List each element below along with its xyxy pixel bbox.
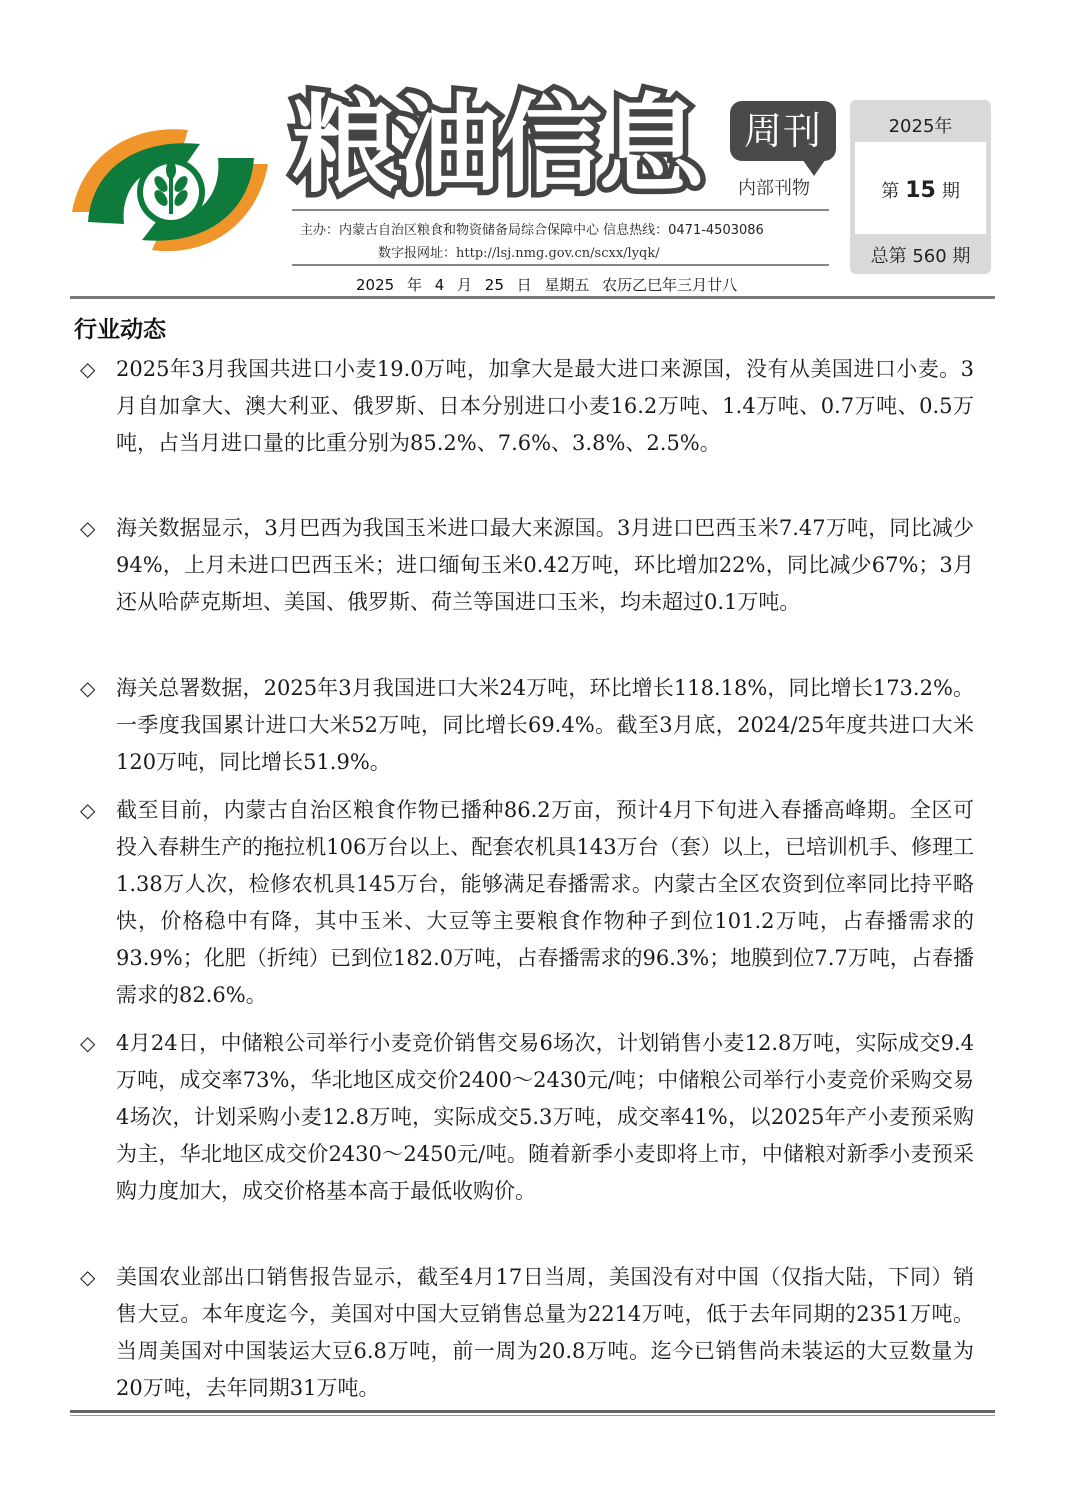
news-item: 2025年3月我国共进口小麦19.0万吨，加拿大是最大进口来源国，没有从美国进口小麦。3月自加拿大、澳大利亚、俄罗斯、日本分别进口小麦16.2万吨、1.4万吨、0.7万吨、0.5万吨，占当月进口量的比重分别为85.2%、7.6%、3.8%、2.5%。 bbox=[116, 357, 974, 455]
news-item: 美国农业部出口销售报告显示，截至4月17日当周，美国没有对中国（仅指大陆，下同）销售大豆。本年度迄今，美国对中国大豆销售总量为2214万吨，低于去年同期的2351万吨。当周美国对中国装运大豆6.8万吨，前一周为20.8万吨。迄今已销售尚未装运的大豆数量为20万吨，去年同期31万吨。 bbox=[116, 1265, 974, 1400]
website-url[interactable]: http://lsj.nmg.gov.cn/scxx/lyqk/ bbox=[456, 246, 660, 261]
news-item: 截至目前，内蒙古自治区粮食作物已播种86.2万亩，预计4月下旬进入春播高峰期。全区可投入春耕生产的拖拉机106万台以上、配套农机具143万台（套）以上，已培训机手、修理工1.38万人次，检修农机具145万台，能够满足春播需求。内蒙古全区农资到位率同比持平略快，价格稳中有降，其中玉米、大豆等主要粮食作物种子到位101.2万吨，占春播需求的93.9%；化肥（折纯）已到位182.0万吨，占春播需求的96.3%；地膜到位7.7万吨，占春播需求的82.6%。 bbox=[116, 798, 974, 1007]
issue-number bbox=[855, 177, 986, 203]
issue-year: 2025年 bbox=[888, 116, 953, 137]
sponsor-info: 主办：内蒙古自治区粮食和物资储备局综合保障中心 信息热线：0471-4503086 bbox=[300, 223, 764, 238]
weekly-badge: 周刊 bbox=[730, 101, 836, 161]
diamond-bullet-icon: ◇ bbox=[80, 798, 96, 822]
issue-suffix: 期 bbox=[941, 181, 960, 202]
header-bottom-rule bbox=[70, 296, 995, 299]
website-info bbox=[378, 242, 660, 261]
issue-prefix: 第 bbox=[881, 181, 900, 202]
diamond-bullet-icon: ◇ bbox=[80, 516, 96, 540]
masthead-title: 粮油信息 bbox=[292, 84, 700, 207]
internal-publication-label: 内部刊物 bbox=[738, 178, 810, 199]
diamond-bullet-icon: ◇ bbox=[80, 1031, 96, 1055]
total-issue: 总第 560 期 bbox=[870, 246, 971, 267]
subheader-divider bbox=[292, 264, 829, 266]
footer-rule-top bbox=[70, 1410, 995, 1413]
publication-date: 2025 年 4 月 25 日 星期五 农历乙巳年三月廿八 bbox=[356, 276, 738, 294]
news-item: 海关数据显示，3月巴西为我国玉米进口最大来源国。3月进口巴西玉米7.47万吨，同比减少94%，上月未进口巴西玉米；进口缅甸玉米0.42万吨，环比增加22%，同比减少67%；3月还从哈萨克斯坦、美国、俄罗斯、荷兰等国进口玉米，均未超过0.1万吨。 bbox=[116, 516, 974, 614]
footer-rule-bottom bbox=[70, 1415, 995, 1416]
diamond-bullet-icon: ◇ bbox=[80, 1265, 96, 1289]
diamond-bullet-icon: ◇ bbox=[80, 357, 96, 381]
masthead-divider bbox=[292, 209, 829, 211]
website-label: 数字报网址： bbox=[378, 246, 457, 261]
section-title: 行业动态 bbox=[74, 317, 166, 343]
diamond-bullet-icon: ◇ bbox=[80, 676, 96, 700]
news-item: 4月24日，中储粮公司举行小麦竞价销售交易6场次，计划销售小麦12.8万吨，实际成交9.4万吨，成交率73%，华北地区成交价2400～2430元/吨；中储粮公司举行小麦竞价采购交易4场次，计划采购小麦12.8万吨，实际成交5.3万吨，成交率41%，以2025年产小麦预采购为主，华北地区成交价2430～2450元/吨。随着新季小麦即将上市，中储粮对新季小麦预采购力度加大，成交价格基本高于最低收购价。 bbox=[116, 1031, 974, 1203]
issue-number-value: 15 bbox=[905, 178, 936, 203]
speech-bubble-tail-icon bbox=[800, 156, 828, 176]
news-item: 海关总署数据，2025年3月我国进口大米24万吨，环比增长118.18%，同比增长173.2%。一季度我国累计进口大米52万吨，同比增长69.4%。截至3月底，2024/25年度共进口大米120万吨，同比增长51.9%。 bbox=[116, 676, 974, 774]
wheat-logo-icon bbox=[68, 118, 274, 264]
